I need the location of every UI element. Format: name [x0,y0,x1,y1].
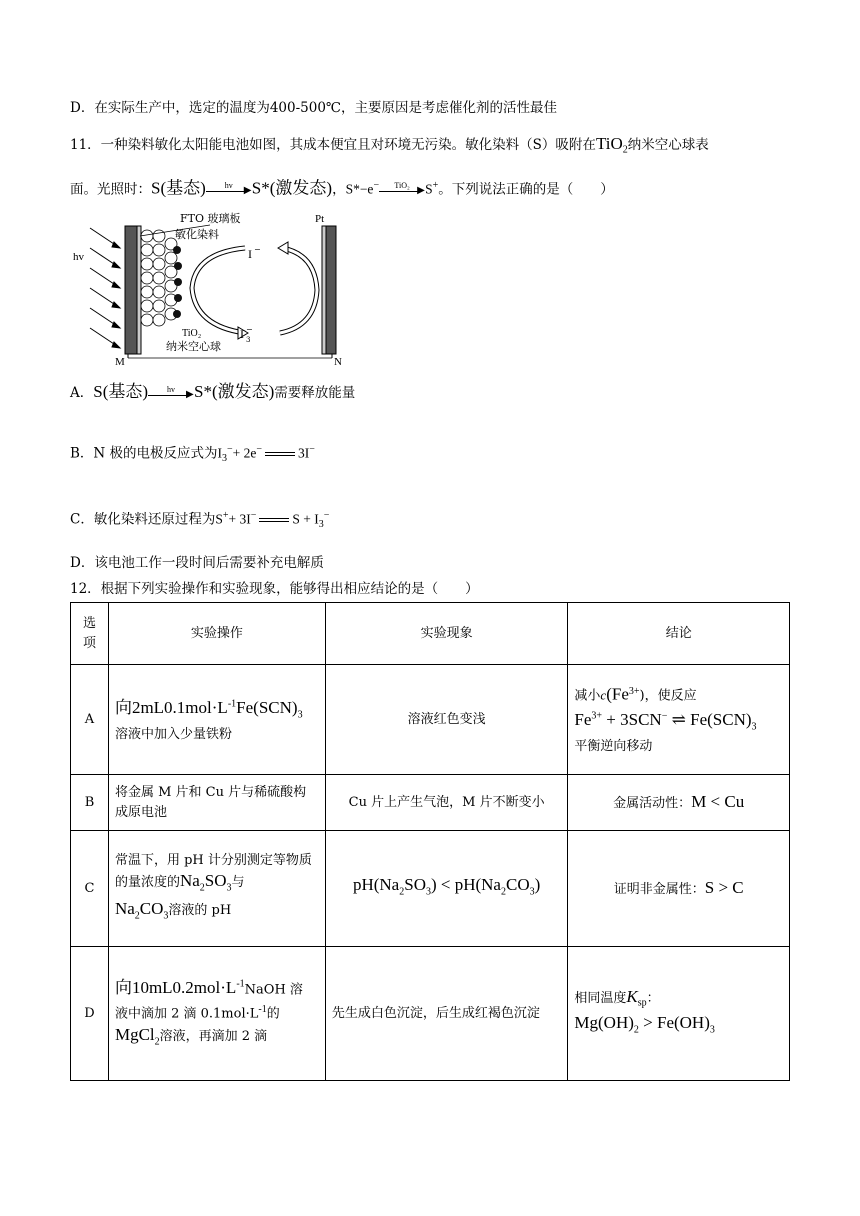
svg-text:−: − [246,325,253,334]
diagram-pt: Pt [315,213,325,225]
row-a-option: A [71,665,109,775]
header-phenomenon: 实验现象 [325,603,568,665]
q11-option-d[interactable]: D．该电池工作一段时间后需要补充电解质 [70,555,324,571]
diagram-tio2: TiO₂ [182,328,202,339]
option-b-left: I [217,445,223,461]
option-a-arrow: hv ▶ [148,387,194,401]
q12-table [70,602,790,1081]
diagram-m: M [115,356,125,368]
row-b-conclusion: 金属活动性：M < Cu [568,775,790,831]
row-d-operation: 向$10mL0.2mol\cdot L^{-1}NaOH$ 溶 液中滴加 2 滴 $0.1mol\cdot L^{-1}$的 MgCl$_2$溶液，再滴加 2 滴 [108,947,325,1081]
option-b-right: 3I [298,445,310,461]
q11-stem-line2: 面。光照时：S(基态) hv ▶ S*(激发态)，S*−e− TiO₂ ▶ S+。下列说法正确的是（ ） [70,178,614,198]
diagram-i-minus: I [248,247,252,261]
tio2-arrow: TiO₂ ▶ [379,183,425,197]
row-b-operation: 将金属 M 片和 Cu 片与稀硫酸构成原电池 [108,775,325,831]
svg-text:3: 3 [246,336,251,344]
row-a-operation: 向$2mL0.1mol\cdot L^{-1}Fe(SCN)_3$ 溶液中加入少量铁粉 [108,665,325,775]
diagram-dye: 敏化染料 [175,228,219,241]
q11-stem2-lead: 面。光照时： [70,181,151,198]
table-row [71,775,790,831]
q11-option-c[interactable]: C．敏化染料还原过程为S++ 3I− $S + I_3^-$ [70,510,330,531]
excited-state: S*(激发态) [251,178,333,198]
oxidation-product: S [425,181,433,197]
table-header-row [71,603,790,665]
row-d-phenomenon: 先生成白色沉淀，后生成红褐色沉淀 [325,947,568,1081]
option-c-mid: + 3I [228,511,251,527]
row-a-conclusion: 减小$c(Fe^{3+})$，使反应 $Fe^{3+} + 3SCN^-$ ⇌ $Fe(SCN)_3$ 平衡逆向移动 [568,665,790,775]
q11-stem-text: 11．一种染料敏化太阳能电池如图，其成本便宜且对环境无污染。敏化染料（S）吸附在 [70,137,596,153]
header-conclusion: 结论 [568,603,790,665]
diagram-fto: FTO 玻璃板 [180,212,241,225]
header-option: 选 项 [71,603,109,665]
row-d-conclusion: 相同温度$K_{sp}$： $Mg(OH)_2 > Fe(OH)_3$ [568,947,790,1081]
q11-stem-line1: 11．一种染料敏化太阳能电池如图，其成本便宜且对环境无污染。敏化染料（S）吸附在TiO$_2$纳米空心球表 [70,134,709,156]
tio2-formula: TiO [595,134,623,153]
q11-option-b[interactable]: B．N 极的电极反应式为$I_3^-+ 2e^-$ 3I− [70,444,315,465]
q12-stem: 12．根据下列实验操作和实验现象，能够得出相应结论的是（ ） [70,581,479,597]
row-a-phenomenon: 溶液红色变浅 [325,665,568,775]
diagram-i3-minus: I [240,327,244,341]
ground-state: S(基态) [151,178,206,198]
q10-option-d: D．在实际生产中，选定的温度为400-500℃，主要原因是考虑催化剂的活性最佳 [70,100,558,116]
row-d-option: D [71,947,109,1081]
q11-stem-end: 纳米空心球表 [627,137,709,153]
diagram-n: N [334,356,342,368]
option-c-left: S [215,511,223,527]
table-row [71,947,790,1081]
option-b-prefix: B．N 极的电极反应式为 [70,445,218,462]
header-operation: 实验操作 [108,603,325,665]
option-a-prefix: A． [70,385,94,401]
row-c-conclusion: 证明非金属性：S > C [568,831,790,947]
option-a-ground: S(基态) [93,382,149,401]
table-row [71,831,790,947]
q11-stem2-end: 。下列说法正确的是（ ） [438,181,614,198]
diagram-sphere: 纳米空心球 [166,340,221,353]
sep: ， [332,181,346,198]
option-c-right: S + I [292,511,319,527]
option-a-end: 需要释放能量 [274,385,356,401]
table-row [71,665,790,775]
row-c-option: C [71,831,109,947]
oxidation-left: S*−e [345,181,374,197]
option-b-mid: + 2e [232,445,257,461]
option-a-excited: S*(激发态) [194,382,275,401]
row-b-option: B [71,775,109,831]
solar-cell-diagram [70,208,370,368]
row-c-operation: 常温下，用 pH 计分别测定等物质的量浓度的$Na_2SO_3$与 $Na_2CO_3$溶液的 pH [108,831,325,947]
option-c-prefix: C．敏化染料还原过程为 [70,511,216,528]
row-b-phenomenon: Cu 片上产生气泡，M 片不断变小 [325,775,568,831]
svg-text:−: − [254,245,261,254]
diagram-hv: hv [73,251,84,263]
hv-arrow: hv ▶ [206,183,252,197]
q11-option-a[interactable] [70,382,355,403]
row-c-phenomenon: $pH(Na_2SO_3) < pH(Na_2CO_3)$ [325,831,568,947]
